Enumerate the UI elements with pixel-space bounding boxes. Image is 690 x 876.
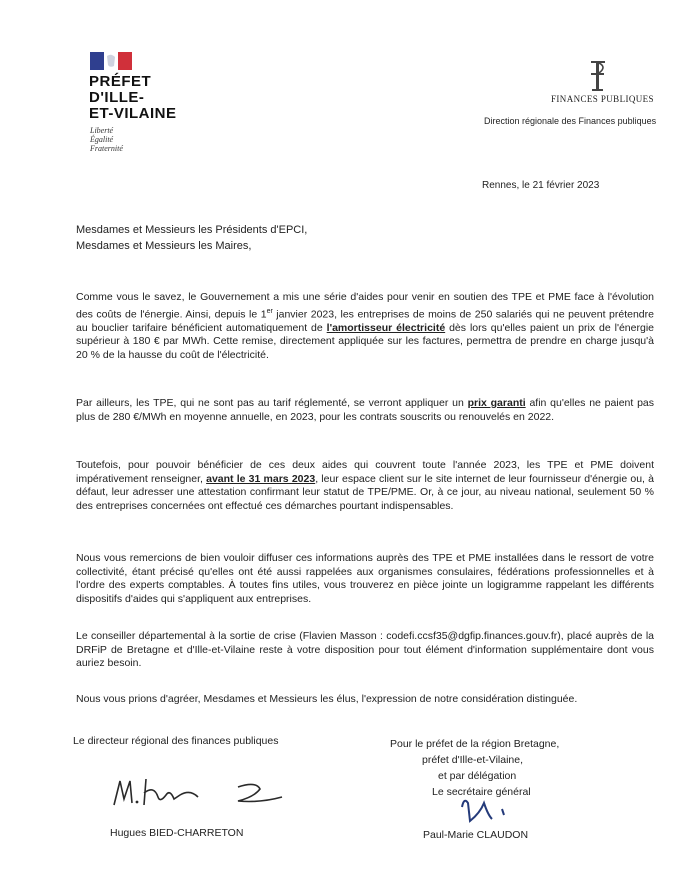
paragraph-5: Le conseiller départemental à la sortie de crise (Flavien Masson : codefi.ccsf35@dgfip.finances.gouv.fr), placé auprès de la DRFiP de Bretagne et d'Ille-et-Vilaine reste à votre disposition pour tout élément d'information supplémentaire dont vous auriez besoin. (76, 630, 654, 669)
deadline-highlight: avant le 31 mars 2023 (206, 472, 316, 485)
address-line: Mesdames et Messieurs les Maires, (76, 240, 252, 252)
paragraph-2: Par ailleurs, les TPE, qui ne sont pas au tarif réglementé, se verront appliquer un prix garanti afin qu'elles ne paient pas plus de 280 €/MWh en moyenne annuelle, en 2023, pour les contrats souscrits ou renouvelés en 2022. (76, 397, 654, 423)
direction-name: Direction régionale des Finances publiques (484, 116, 657, 126)
marianne-flag-logo (90, 52, 132, 70)
finances-publiques-name: FINANCES PUBLIQUES (551, 94, 654, 104)
address-line: Mesdames et Messieurs les Présidents d'EPCI, (76, 224, 308, 236)
handwritten-signature-left (110, 775, 290, 811)
paragraph-6: Nous vous prions d'agréer, Mesdames et Messieurs les élus, l'expression de notre considération distinguée. (76, 693, 578, 705)
paragraph-1: Comme vous le savez, le Gouvernement a mis une série d'aides pour venir en soutien des TPE et PME face à l'évolution des coûts de l'énergie. Ainsi, depuis le 1er janvier 2023, les entreprises de moins de 250 salariés qui ne peuvent prétendre au bouclier tarifaire bénéficient automatiquement de l'amortisseur électricité dès lors qu'elles paient un prix de l'énergie supérieur à 180 € par MWh. Cette remise, directement appliquée sur les factures, permettra de prendre en charge jusqu'à 20 % de la hausse du coût de l'électricité. (76, 291, 654, 361)
signatory-left-name: Hugues BIED-CHARRETON (110, 827, 244, 839)
prefet-title: PRÉFET D'ILLE- ET-VILAINE (89, 73, 177, 122)
republic-motto: Liberté Égalité Fraternité (90, 126, 123, 153)
paragraph-4: Nous vous remercions de bien vouloir diffuser ces informations auprès des TPE et PME installées dans le ressort de votre collectivité, étant précisé qu'elles ont été aussi rappelées aux organismes consulaires, fédérations professionnelles et à l'ordre des experts comptables. À toutes fins utiles, vous trouverez en pièce jointe un logigramme rappelant les différents dispositifs d'aides qui s'appliquent aux entreprises. (76, 552, 654, 605)
finances-publiques-logo (585, 58, 611, 94)
letter-address (76, 222, 307, 254)
letter-date: Rennes, le 21 février 2023 (482, 180, 600, 191)
prix-garanti-highlight: prix garanti (467, 397, 526, 409)
signatory-right-title: Pour le préfet de la région Bretagne, préfet d'Ille-et-Vilaine, et par délégation Le secrétaire général (390, 738, 560, 798)
signatory-left-title: Le directeur régional des finances publiques (73, 735, 279, 747)
amortisseur-highlight: l'amortisseur électricité (326, 321, 446, 334)
paragraph-3: Toutefois, pour pouvoir bénéficier de ces deux aides qui couvrent toute l'année 2023, les TPE et PME doivent impérativement renseigner, avant le 31 mars 2023, leur espace client sur le site internet de leur fournisseur d'énergie ou, à défaut, leur adresser une attestation confirmant leur statut de TPE/PME. Or, à ce jour, au niveau national, seulement 50 % des entreprises concernées ont effectué ces démarches pourtant indispensables. (76, 459, 654, 512)
handwritten-signature-right (458, 793, 528, 825)
signatory-right-name: Paul-Marie CLAUDON (423, 829, 529, 841)
